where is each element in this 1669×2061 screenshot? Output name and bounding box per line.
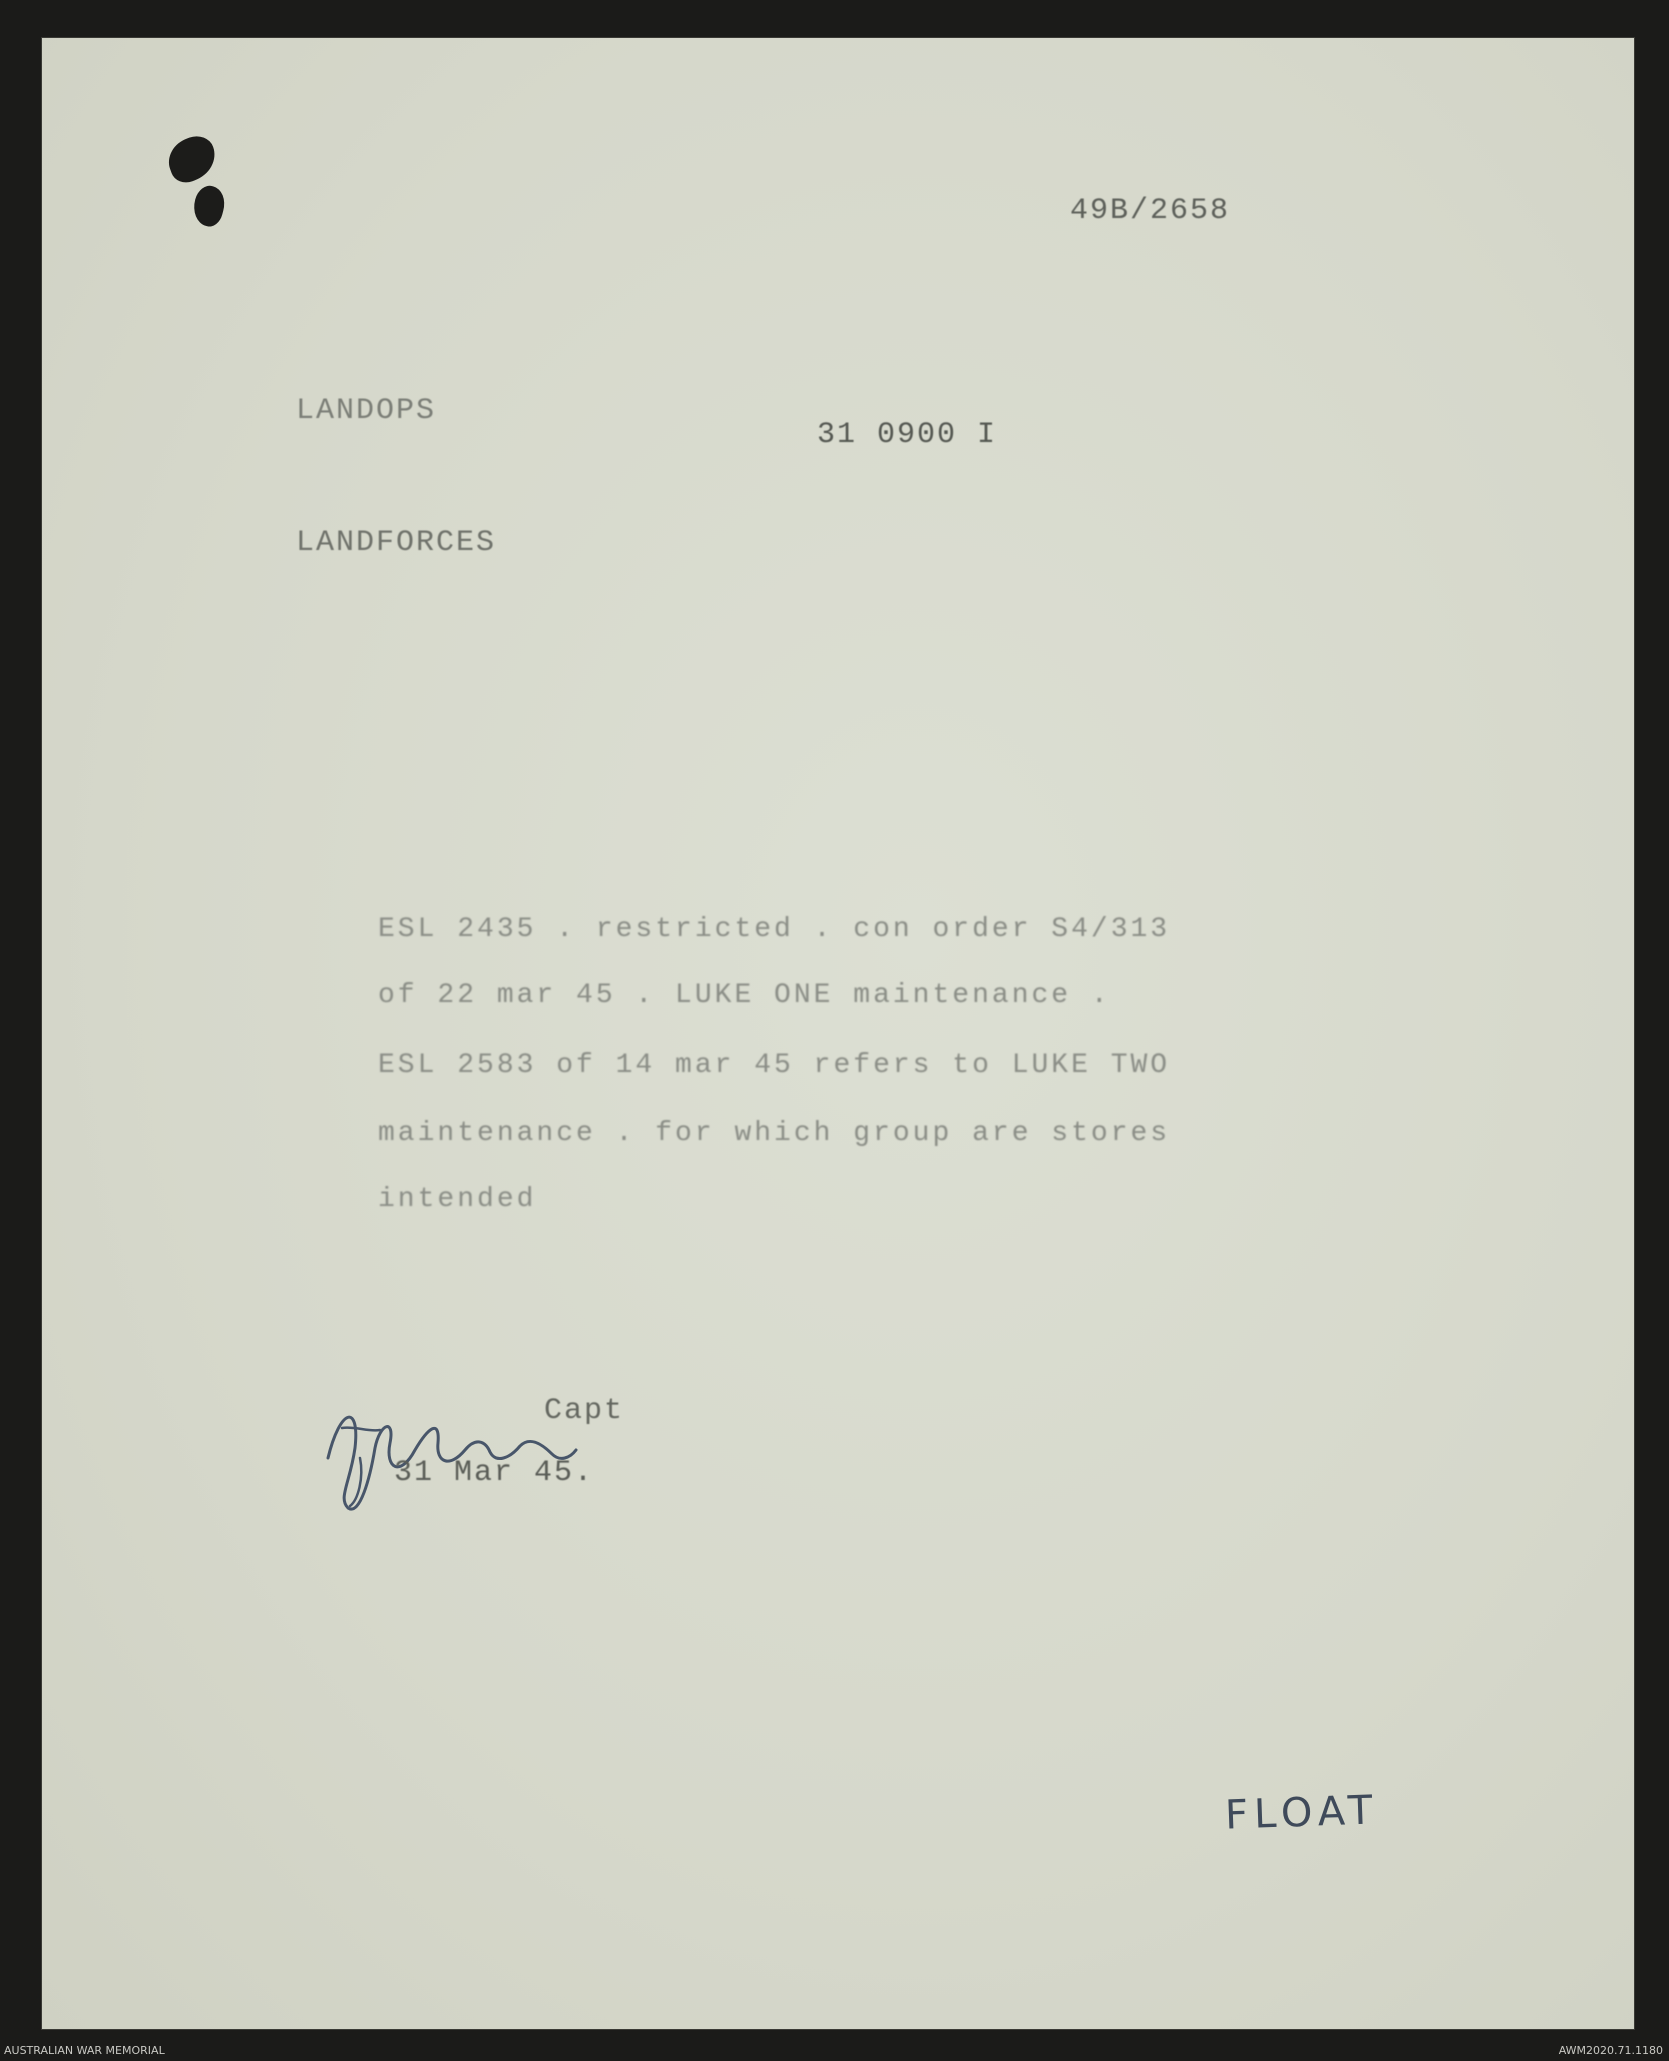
body-line-4: maintenance . for which group are stores <box>378 1118 1171 1149</box>
message-body <box>378 914 1358 1244</box>
body-line-3: ESL 2583 of 14 mar 45 refers to LUKE TWO <box>378 1050 1171 1081</box>
signatory-rank: Capt <box>544 1394 625 1428</box>
originator: LANDFORCES <box>296 526 497 560</box>
handwritten-signature <box>320 1388 580 1518</box>
archive-credit: AUSTRALIAN WAR MEMORIAL <box>4 2044 165 2057</box>
reference-number: 49B/2658 <box>1070 194 1231 228</box>
body-line-2: of 22 mar 45 . LUKE ONE maintenance . <box>378 980 1111 1011</box>
body-line-5: intended <box>378 1184 537 1215</box>
body-line-1: ESL 2435 . restricted . con order S4/313 <box>378 914 1171 945</box>
document-sheet <box>42 38 1634 2029</box>
archive-reference: AWM2020.71.1180 <box>1558 2044 1663 2057</box>
signature-date: 31 Mar 45. <box>394 1456 595 1490</box>
addressee: LANDOPS <box>296 394 437 428</box>
punch-hole-bottom <box>189 183 228 229</box>
punch-hole-top <box>162 131 221 187</box>
float-annotation: FLOAT <box>1224 1787 1380 1839</box>
date-time-group: 31 0900 I <box>817 418 998 452</box>
